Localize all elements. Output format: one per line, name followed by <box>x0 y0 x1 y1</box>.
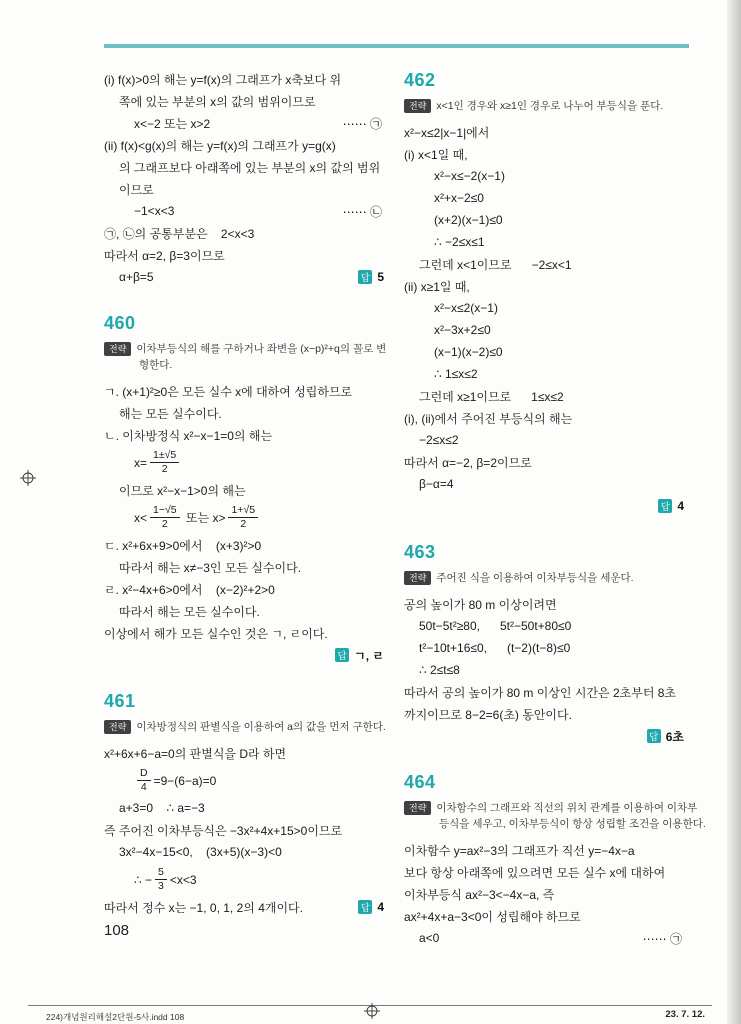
strategy-badge: 전략 <box>404 571 431 585</box>
text-line: 즉 주어진 이차부등식은 −3x²+4x+15>0이므로 <box>104 823 343 838</box>
reference-mark: ⋯⋯ ㉠ <box>342 116 382 131</box>
text-line: 이므로 <box>119 182 154 197</box>
text-line: 그런데 x≥1이므로 1≤x≤2 <box>419 389 564 404</box>
top-rule <box>104 44 689 48</box>
text-line: 50t−5t²≥80, 5t²−50t+80≤0 <box>419 619 572 633</box>
text-line: 따라서 α=−2, β=2이므로 <box>404 455 532 470</box>
answer-label: 답 <box>335 648 349 662</box>
answer-value: 4 <box>377 900 384 914</box>
registration-mark-icon <box>364 1003 380 1019</box>
text-line: x²−x≤−2(x−1) <box>434 169 505 183</box>
strategy <box>404 570 684 586</box>
text-line: ∴ 1≤x≤2 <box>434 367 478 381</box>
fraction: $\frac{D}{4}$ <box>137 767 151 794</box>
right-column <box>404 68 706 949</box>
solution-block <box>104 68 384 288</box>
strategy-line: 등식을 세우고, 이차부등식이 항상 성립할 조건을 이용한다. <box>439 818 706 830</box>
text-line: 따라서 정수 x는 −1, 0, 1, 2의 4개이다. 답 4 <box>104 900 384 915</box>
answer-badge <box>358 270 384 284</box>
answer-value: 6초 <box>665 729 684 744</box>
strategy-line: 전략 x<1인 경우와 x≥1인 경우로 나누어 부등식을 푼다. <box>404 98 684 114</box>
answer-value: ㄱ, ㄹ <box>354 648 384 663</box>
problem-number-464: 464 <box>404 772 436 792</box>
text-line: 의 그래프보다 아래쪽에 있는 부분의 x의 값의 범위 <box>119 160 381 175</box>
problem-number-461: 461 <box>104 691 136 711</box>
text-line: a+3=0 ∴ a=−3 <box>119 801 205 815</box>
answer-label: 답 <box>358 900 372 914</box>
text-line: 이므로 x²−x−1>0의 해는 <box>119 483 246 498</box>
text-line: 이차함수 y=ax²−3의 그래프가 직선 y=−4x−a <box>404 843 635 858</box>
strategy-line: 전략 이차부등식의 해를 구하거나 좌변을 (x−p)²+q의 꼴로 변 <box>104 341 384 357</box>
text-line: 공의 높이가 80 m 이상이려면 <box>404 597 557 612</box>
reference-mark: ⋯⋯ ㉡ <box>342 204 382 219</box>
solution-block <box>104 380 384 666</box>
text-line: 이차부등식 ax²−3<−4x−a, 즉 <box>404 887 555 902</box>
text-line: (ii) f(x)<g(x)의 해는 y=f(x)의 그래프가 y=g(x) <box>104 138 336 153</box>
text-line: x= $\frac{1\pm√5}{2}$ <box>104 446 384 479</box>
strategy-line: 전략 이차함수의 그래프와 직선의 위치 관계를 이용하여 이차부 <box>404 800 684 816</box>
text-line: 그런데 x<1이므로 −2≤x<1 <box>419 257 572 272</box>
text-line: ax²+4x+a−3<0이 성립해야 하므로 <box>404 909 581 924</box>
text-line: t²−10t+16≤0, (t−2)(t−8)≤0 <box>419 641 571 655</box>
text-line: 따라서 해는 x≠−3인 모든 실수이다. <box>119 560 302 575</box>
text-line: 까지이므로 8−2=6(초) 동안이다. <box>404 707 572 722</box>
text-line: 보다 항상 아래쪽에 있으려면 모든 실수 x에 대하여 <box>404 865 666 880</box>
solution-block <box>104 742 384 918</box>
answer-label: 답 <box>647 729 661 743</box>
text-line: ㉠, ㉡의 공통부분은 2<x<3 <box>104 226 255 241</box>
page-edge <box>727 0 741 1024</box>
strategy <box>404 800 706 832</box>
strategy-line: 형한다. <box>139 359 173 371</box>
strategy-line: 전략 주어진 식을 이용하여 이차부등식을 세운다. <box>404 570 684 586</box>
text-line: β−α=4 <box>419 477 454 491</box>
solution-block <box>404 593 684 747</box>
problem-number-460: 460 <box>104 313 136 333</box>
strategy-line: 전략 이차방정식의 판별식을 이용하여 a의 값을 먼저 구한다. <box>104 719 384 735</box>
text-line: x< $\frac{1-√5}{2}$ 또는 x> $\frac{1+√5}{2}$ <box>104 501 384 534</box>
strategy-badge: 전략 <box>404 801 431 815</box>
strategy <box>404 98 684 114</box>
text-line: ㄹ. x²−4x+6>0에서 (x−2)²+2>0 <box>104 582 275 597</box>
text-line: 따라서 α=2, β=3이므로 <box>104 248 225 263</box>
answer-label: 답 <box>358 270 372 284</box>
text-line: (i), (ii)에서 주어진 부등식의 해는 <box>404 411 573 426</box>
answer-badge <box>358 900 384 914</box>
text-line: ∴ − $\frac{5}{3}$ <x<3 <box>134 866 197 892</box>
text-line: 이상에서 해가 모든 실수인 것은 ㄱ, ㄹ이다. <box>104 626 328 641</box>
text-line: (i) x<1일 때, <box>404 147 468 162</box>
text-line: −1<x<3 ⋯⋯ ㉡ <box>134 204 382 219</box>
strategy <box>104 719 384 735</box>
text-line: $\frac{D}{4}$ =9−(6−a)=0 <box>104 764 384 797</box>
text-line: 따라서 공의 높이가 80 m 이상인 시간은 2초부터 8초 <box>404 685 677 700</box>
text-line: 해는 모든 실수이다. <box>119 406 222 421</box>
answer-label: 답 <box>658 499 672 513</box>
strategy <box>104 341 387 373</box>
text-line: a<0 ⋯⋯ ㉠ <box>419 931 682 946</box>
answer-badge <box>658 499 684 513</box>
text-line <box>404 495 684 517</box>
text-line <box>404 725 684 747</box>
text-line <box>104 644 384 666</box>
problem-number-462: 462 <box>404 70 436 90</box>
print-date: 23. 7. 12. <box>665 1009 705 1020</box>
text-line: ∴ 2≤t≤8 <box>419 663 460 677</box>
solution-block <box>404 839 684 949</box>
text-line: ㄱ. (x+1)²≥0은 모든 실수 x에 대하여 성립하므로 <box>104 384 353 399</box>
fraction: $\frac{1+√5}{2}$ <box>228 504 258 531</box>
fraction: $\frac{1-√5}{2}$ <box>150 504 180 531</box>
text-line: (x+2)(x−1)≤0 <box>434 213 503 227</box>
text-line: ∴ −2≤x≤1 <box>434 235 485 249</box>
text-line: x²+x−2≤0 <box>434 191 484 205</box>
text-line: 쪽에 있는 부분의 x의 값의 범위이므로 <box>119 94 316 109</box>
text-line: x²−3x+2≤0 <box>434 323 491 337</box>
fraction: $\frac{5}{3}$ <box>155 866 167 893</box>
answer-value: 5 <box>377 270 384 284</box>
text-line: x²−x≤2(x−1) <box>434 301 498 315</box>
solution-block <box>404 121 684 517</box>
text-line: (i) f(x)>0의 해는 y=f(x)의 그래프가 x축보다 위 <box>104 72 342 87</box>
fraction: $\frac{1\pm√5}{2}$ <box>150 449 179 476</box>
text-line: x²+6x+6−a=0의 판별식을 D라 하면 <box>104 746 287 761</box>
text-line: 3x²−4x−15<0, (3x+5)(x−3)<0 <box>119 845 282 859</box>
text-line: α+β=5 답 5 <box>119 270 384 284</box>
answer-badge <box>335 647 384 664</box>
strategy-badge: 전략 <box>104 342 131 356</box>
registration-mark-icon <box>20 470 36 486</box>
text-line: (ii) x≥1일 때, <box>404 279 470 294</box>
text-line: −2≤x≤2 <box>419 433 459 447</box>
answer-value: 4 <box>677 499 684 513</box>
text-line: x²−x≤2|x−1|에서 <box>404 125 490 140</box>
text-line: ㄷ. x²+6x+9>0에서 (x+3)²>0 <box>104 538 262 553</box>
answer-badge <box>647 728 684 745</box>
problem-number-463: 463 <box>404 542 436 562</box>
print-info: 224)개념원리해설2단원-5사.indd 108 <box>46 1012 185 1022</box>
text-line: (x−1)(x−2)≤0 <box>434 345 503 359</box>
page-number: 108 <box>104 922 130 939</box>
text-line: ㄴ. 이차방정식 x²−x−1=0의 해는 <box>104 428 273 443</box>
text-line: x<−2 또는 x>2 ⋯⋯ ㉠ <box>134 116 382 131</box>
left-column <box>104 68 387 918</box>
reference-mark: ⋯⋯ ㉠ <box>642 931 682 946</box>
text-line: 따라서 해는 모든 실수이다. <box>119 604 260 619</box>
strategy-badge: 전략 <box>404 99 431 113</box>
strategy-badge: 전략 <box>104 720 131 734</box>
